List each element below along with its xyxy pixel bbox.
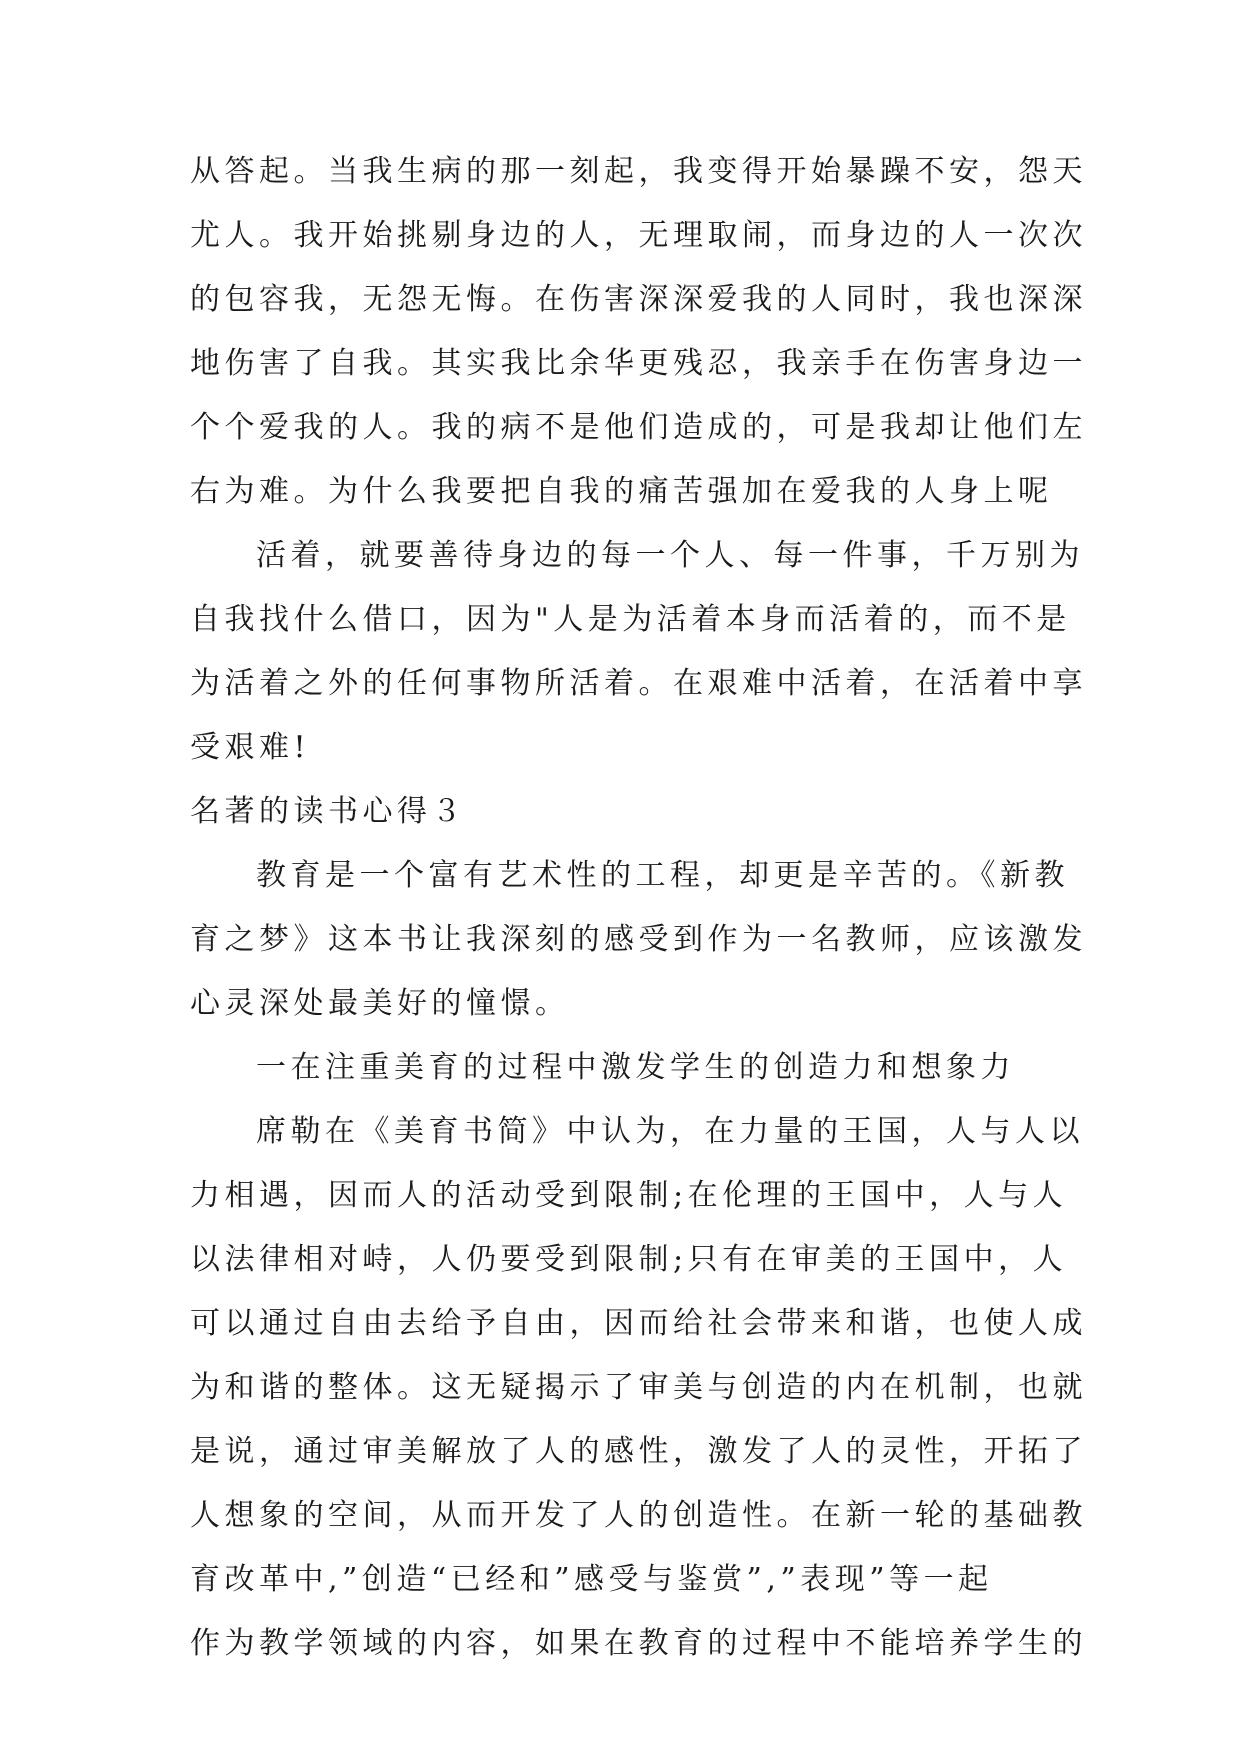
text-line: 右为难。为什么我要把自我的痛苦强加在爱我的人身上呢 [190,474,1053,509]
text-line: 为活着之外的任何事物所活着。在艰难中活着，在活着中享 [190,666,1087,701]
text-line: 育之梦》这本书让我深刻的感受到作为一名教师，应该激发 [190,922,1087,957]
text-line: 的包容我，无怨无悔。在伤害深深爱我的人同时，我也深深 [190,282,1087,317]
text-line: 可以通过自由去给予自由，因而给社会带来和谐，也使人成 [190,1306,1087,1341]
section-heading: 名著的读书心得３ [190,794,466,829]
text-line: 地伤害了自我。其实我比余华更残忍，我亲手在伤害身边一 [190,346,1087,381]
text-line: 从答起。当我生病的那一刻起，我变得开始暴躁不安，怨天 [190,154,1087,189]
document-body [190,140,1087,1676]
paragraph-start-line: 活着，就要善待身边的每一个人、每一件事，千万别为 [256,538,1084,573]
text-line: 是说，通过审美解放了人的感性，激发了人的灵性，开拓了 [190,1434,1087,1469]
text-line: 个个爱我的人。我的病不是他们造成的，可是我却让他们左 [190,410,1087,445]
text-line: 人想象的空间，从而开发了人的创造性。在新一轮的基础教 [190,1498,1087,1533]
text-line: 以法律相对峙，人仍要受到限制;只有在审美的王国中，人 [190,1242,1068,1277]
paragraph-start-line: 席勒在《美育书简》中认为，在力量的王国，人与人以 [256,1114,1084,1149]
text-line: 作为教学领域的内容，如果在教育的过程中不能培养学生的 [190,1626,1087,1661]
text-line: 力相遇，因而人的活动受到限制;在伦理的王国中，人与人 [190,1178,1068,1213]
subheading-line: 一在注重美育的过程中激发学生的创造力和想象力 [256,1050,1015,1085]
paragraph-start-line: 教育是一个富有艺术性的工程，却更是辛苦的。《新教 [256,858,1069,893]
text-line: 自我找什么借口，因为"人是为活着本身而活着的，而不是 [190,602,1071,637]
text-line: 育改革中,”创造“已经和”感受与鉴赏”,”表现”等一起 [190,1562,993,1597]
text-line: 受艰难! [190,730,311,765]
text-line: 尤人。我开始挑剔身边的人，无理取闹，而身边的人一次次 [190,218,1087,253]
text-line: 为和谐的整体。这无疑揭示了审美与创造的内在机制，也就 [190,1370,1087,1405]
text-line: 心灵深处最美好的憧憬。 [190,986,570,1021]
